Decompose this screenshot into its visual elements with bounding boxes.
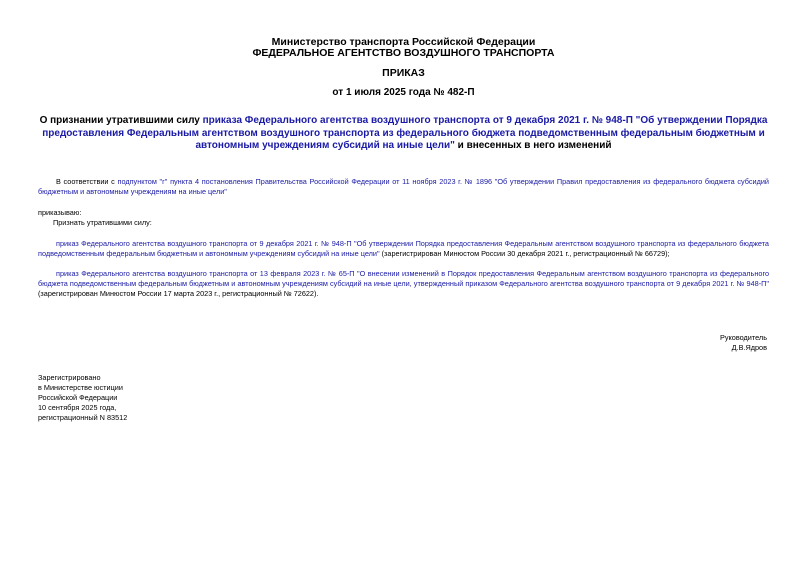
repealed-item-1-registration: (зарегистрирован Минюстом России 30 декабря 2021 г., регистрационный № 66729); bbox=[379, 249, 670, 258]
basis-prefix: В соответствии с bbox=[56, 177, 118, 186]
repealed-item-1-link[interactable]: приказ Федерального агентства воздушного транспорта от 9 декабря 2021 г. № 948-П "Об утверждении Порядка предоставления Федеральным агентством воздушного транспорта из федерального бюджета подведомственным федеральным бюджетным и автономным учреждениям субсидий на иные цели" bbox=[38, 239, 769, 258]
document-type: ПРИКАЗ bbox=[382, 67, 425, 79]
document-date-number: от 1 июля 2025 года № 482-П bbox=[332, 87, 475, 98]
repealed-item-2 bbox=[38, 269, 769, 299]
basis-link[interactable]: подпунктом "г" пункта 4 постановления Правительства Российской Федерации от 11 ноября 2023 г. № 1896 "Об утверждении Правил предоставления из федерального бюджета субсидий бюджетным и автономным учреждениям на иные цели" bbox=[38, 177, 769, 196]
ministry-name: Министерство транспорта Российской Федерации bbox=[271, 36, 536, 48]
signatory-position: Руководитель bbox=[719, 333, 767, 342]
order-word: приказываю: bbox=[38, 208, 82, 217]
registration-line: Зарегистрировано bbox=[38, 373, 101, 382]
registration-line: регистрационный N 83512 bbox=[38, 413, 128, 422]
signatory-name: Д.В.Ядров bbox=[731, 343, 767, 352]
repealed-item-1 bbox=[38, 239, 769, 259]
registration-block bbox=[38, 373, 127, 423]
title-link[interactable]: приказа Федерального агентства воздушного транспорта от 9 декабря 2021 г. № 948-П "Об утверждении Порядка предоставления Федеральным агентством воздушного транспорта из федерального бюджета подведомственным федеральным бюджетным и автономным учреждениям субсидий на иные цели" bbox=[42, 115, 768, 151]
basis-paragraph bbox=[38, 177, 769, 197]
agency-name: ФЕДЕРАЛЬНОЕ АГЕНТСТВО ВОЗДУШНОГО ТРАНСПОРТА bbox=[252, 47, 555, 59]
title-prefix: О признании утратившими силу bbox=[39, 115, 203, 126]
registration-line: Российской Федерации bbox=[38, 393, 118, 402]
registration-line: 10 сентября 2025 года, bbox=[38, 403, 117, 412]
document-title bbox=[38, 115, 769, 153]
registration-line: в Министерстве юстиции bbox=[38, 383, 123, 392]
repealed-item-2-link[interactable]: приказ Федерального агентства воздушного транспорта от 13 февраля 2023 г. № 65-П "О внесении изменений в Порядок предоставления Федеральным агентством воздушного транспорта из федерального бюджета подведомственным федеральным бюджетным и автономным учреждениям субсидий на иные цели, утвержденный приказом Федерального агентства воздушного транспорта от 9 декабря 2021 г. № 948-П" bbox=[38, 269, 769, 288]
repealed-item-2-registration: (зарегистрирован Минюстом России 17 марта 2023 г., регистрационный № 72622). bbox=[38, 289, 319, 298]
declare-text: Признать утратившими силу: bbox=[53, 218, 152, 227]
title-suffix: и внесенных в него изменений bbox=[454, 140, 612, 151]
